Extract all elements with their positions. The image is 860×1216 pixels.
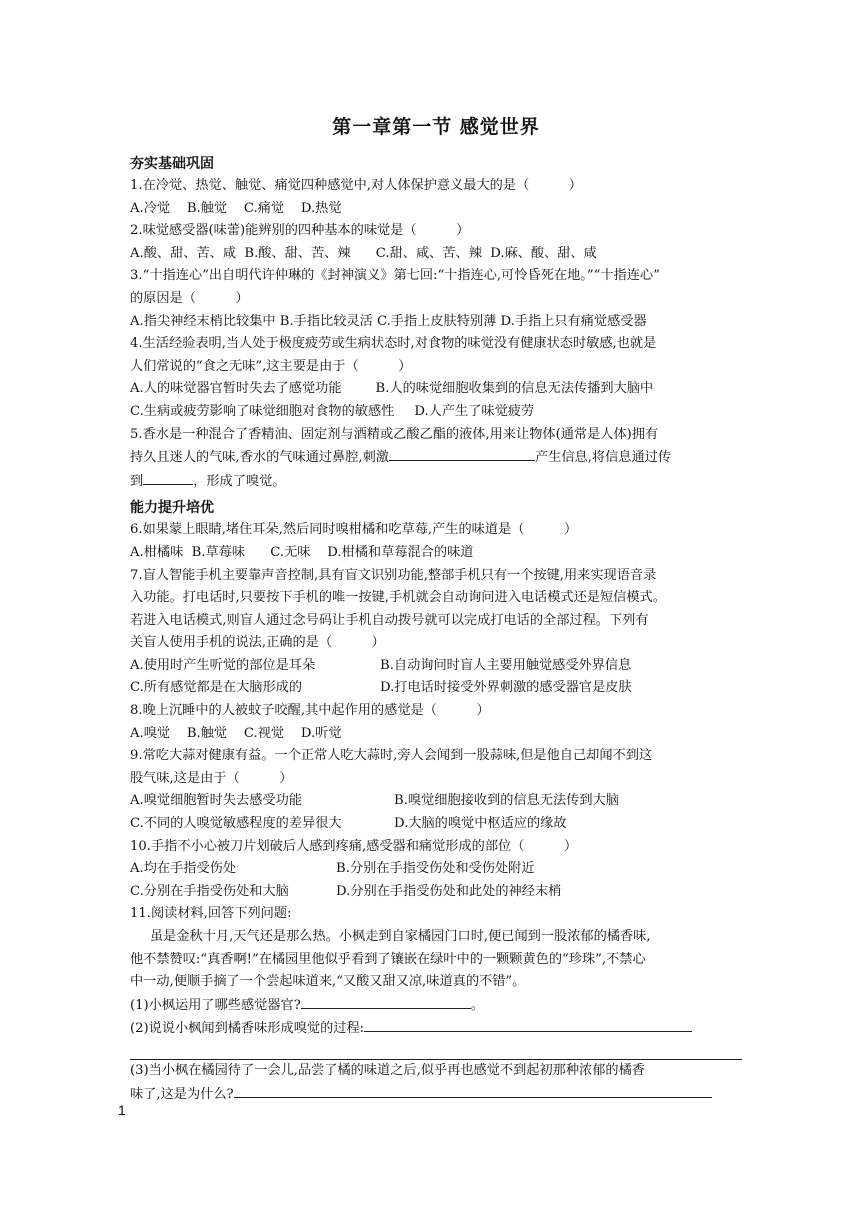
q9-option-d: D.大脑的嗅觉中枢适应的缘故: [394, 816, 567, 832]
q3-stem-1: 3.“十指连心”出自明代许仲琳的《封神演义》第七回:“十指连心,可怜昏死在地。”“十指连心”: [130, 268, 660, 284]
q4-stem-1: 4.生活经验表明,当人处于极度疲劳或生病状态时,对食物的味觉没有健康状态时敏感,也就是: [130, 336, 657, 352]
q7-options-row2: [130, 677, 742, 700]
q11-sub-2: [130, 1017, 742, 1041]
q9-options-row1: [130, 790, 742, 813]
q10-option-d: D.分别在手指受伤处和此处的神经末梢: [336, 883, 562, 899]
q4-options-row2: [130, 401, 742, 424]
q4-option-d: D.人产生了味觉疲劳: [414, 403, 535, 419]
q7-option-a: A.使用时产生听觉的部位是耳朵: [130, 657, 316, 673]
page-number: 1: [118, 1102, 126, 1118]
q11-sub-2-answer-blank[interactable]: [364, 1017, 692, 1032]
q7-option-d: D.打电话时接受外界刺激的感受器官是皮肤: [380, 680, 632, 696]
q2-stem: 2.味觉感受器(味蕾)能辨别的四种基本的味觉是（ ）: [130, 223, 470, 239]
q5-answer-blank-2[interactable]: [143, 470, 193, 485]
q7-line-1: 7.盲人智能手机主要靠声音控制,具有盲文识别功能,整部手机只有一个按键,用来实现语音录: [130, 567, 657, 583]
q5-line-2: [130, 446, 742, 470]
q11-sub-1: [130, 994, 742, 1018]
q7-options-row1: [130, 655, 742, 678]
q11-stem: 11.阅读材料,回答下列问题:: [130, 906, 292, 922]
q10-stem: 10.手指不小心被刀片划破后人感到疼痛,感受器和痛觉形成的部位（ ）: [130, 838, 578, 854]
q7-line-2: 入功能。打电话时,只要按下手机的唯一按键,手机就会自动询问进入电话模式还是短信模式。: [130, 590, 666, 606]
q11-sub-3-line-1: (3)当小枫在橘园待了一会儿,品尝了橘的味道之后,似乎再也感觉不到起初那种浓郁的橘香: [130, 1062, 645, 1078]
q5-line-3b: ，形成了嗅觉。: [193, 473, 286, 489]
q5-answer-blank-1[interactable]: [389, 446, 535, 461]
q10-option-b: B.分别在手指受伤处和受伤处附近: [336, 861, 535, 877]
q5-line-3: [130, 470, 742, 494]
q5-line-3a: 到: [130, 473, 144, 489]
q7-line-4: 关盲人使用手机的说法,正确的是（ ）: [130, 635, 385, 651]
q9-option-c: C.不同的人嗅觉敏感程度的差异很大: [130, 816, 342, 832]
q5-line-1: 5.香水是一种混合了香精油、固定剂与酒精或乙酸乙酯的液体,用来让物体(通常是人体)拥有: [130, 426, 659, 442]
q6-options: A.柑橘味 B.草莓味 C.无味 D.柑橘和草莓混合的味道: [130, 544, 474, 560]
q4-options-row1: [130, 378, 742, 401]
q10-options-row2: [130, 881, 742, 904]
q8-stem: 8.晚上沉睡中的人被蚊子咬醒,其中起作用的感觉是（ ）: [130, 703, 490, 719]
q11-sub-1-text: (1)小枫运用了哪些感觉器官?: [130, 997, 301, 1013]
q7-option-b: B.自动询问时盲人主要用触觉感受外界信息: [380, 657, 632, 673]
q4-stem-2: 人们常说的“食之无味”,这主要是由于（ ）: [130, 358, 412, 374]
q7-line-3: 若进入电话模式,则盲人通过念号码让手机自动拨号就可以完成打电话的全部过程。下列有: [130, 612, 649, 628]
q5-line-2b: 产生信息,将信息通过传: [534, 450, 672, 466]
q11-sub-3-line-2: [130, 1083, 742, 1107]
q11-sub-3-text: 味了,这是为什么?: [130, 1086, 234, 1102]
q8-options: A.嗅觉 B.触觉 C.视觉 D.听觉: [130, 725, 342, 741]
q10-option-a: A.均在手指受伤处: [130, 861, 237, 877]
section-basic: 夯实基础巩固: [130, 156, 214, 172]
q11-sub-1-answer-blank[interactable]: [301, 994, 471, 1009]
q5-line-2a: 持久且迷人的气味,香水的气味通过鼻腔,刺激: [130, 450, 389, 466]
q4-option-c: C.生病或疲劳影响了味觉细胞对食物的敏感性: [130, 403, 395, 419]
q11-passage-3: 中一动,便顺手摘了一个尝起味道来,“又酸又甜又凉,味道真的不错”。: [130, 974, 526, 990]
page-title: 第一章第一节 感觉世界: [332, 116, 540, 138]
q10-option-c: C.分别在手指受伤处和大脑: [130, 883, 289, 899]
q3-stem-2: 的原因是（ ）: [130, 290, 249, 306]
q7-option-c: C.所有感觉都是在大脑形成的: [130, 680, 303, 696]
q9-options-row2: [130, 813, 742, 836]
q1-stem: 1.在冷觉、热觉、触觉、痛觉四种感觉中,对人体保护意义最大的是（ ）: [130, 178, 582, 193]
q9-option-a: A.嗅觉细胞暂时失去感受功能: [130, 793, 302, 809]
q3-options: A.指尖神经末梢比较集中 B.手指比较灵活 C.手指上皮肤特别薄 D.手指上只有痛觉感受器: [130, 313, 647, 329]
q4-option-b: B.人的味觉细胞收集到的信息无法传播到大脑中: [375, 381, 654, 397]
q6-stem: 6.如果蒙上眼睛,堵住耳朵,然后同时嗅柑橘和吃草莓,产生的味道是（ ）: [130, 522, 578, 538]
q10-options-row1: [130, 858, 742, 881]
q11-sub-2-text: (2)说说小枫闻到橘香味形成嗅觉的过程:: [130, 1021, 365, 1037]
worksheet: [130, 112, 742, 1106]
q9-line-2: 股气味,这是由于（ ）: [130, 770, 293, 786]
q11-sub-1-end: 。: [470, 997, 484, 1013]
q11-passage-2: 他不禁赞叹:“真香啊!”在橘园里他似乎看到了镶嵌在绿叶中的一颗颗黄色的“珍珠”,不禁心: [130, 951, 646, 967]
q1-options: A.冷觉 B.触觉 C.痛觉 D.热觉: [130, 200, 342, 216]
q9-line-1: 9.常吃大蒜对健康有益。一个正常人吃大蒜时,旁人会闻到一股蒜味,但是他自己却闻不到这: [130, 748, 653, 764]
q2-options: A.酸、甜、苦、咸 B.酸、甜、苦、辣 C.甜、咸、苦、辣 D.麻、酸、甜、咸: [130, 245, 597, 261]
q11-passage-1: 虽是金秋十月,天气还是那么热。小枫走到自家橘园门口时,便已闻到一股浓郁的橘香味,: [150, 929, 651, 944]
q11-sub-3-answer-blank[interactable]: [234, 1083, 712, 1098]
section-advanced: 能力提升培优: [130, 500, 214, 517]
q9-option-b: B.嗅觉细胞接收到的信息无法传到大脑: [394, 793, 619, 809]
q4-option-a: A.人的味觉器官暂时失去了感觉功能: [130, 381, 342, 397]
q11-sub-2-answer-line[interactable]: [130, 1041, 742, 1060]
